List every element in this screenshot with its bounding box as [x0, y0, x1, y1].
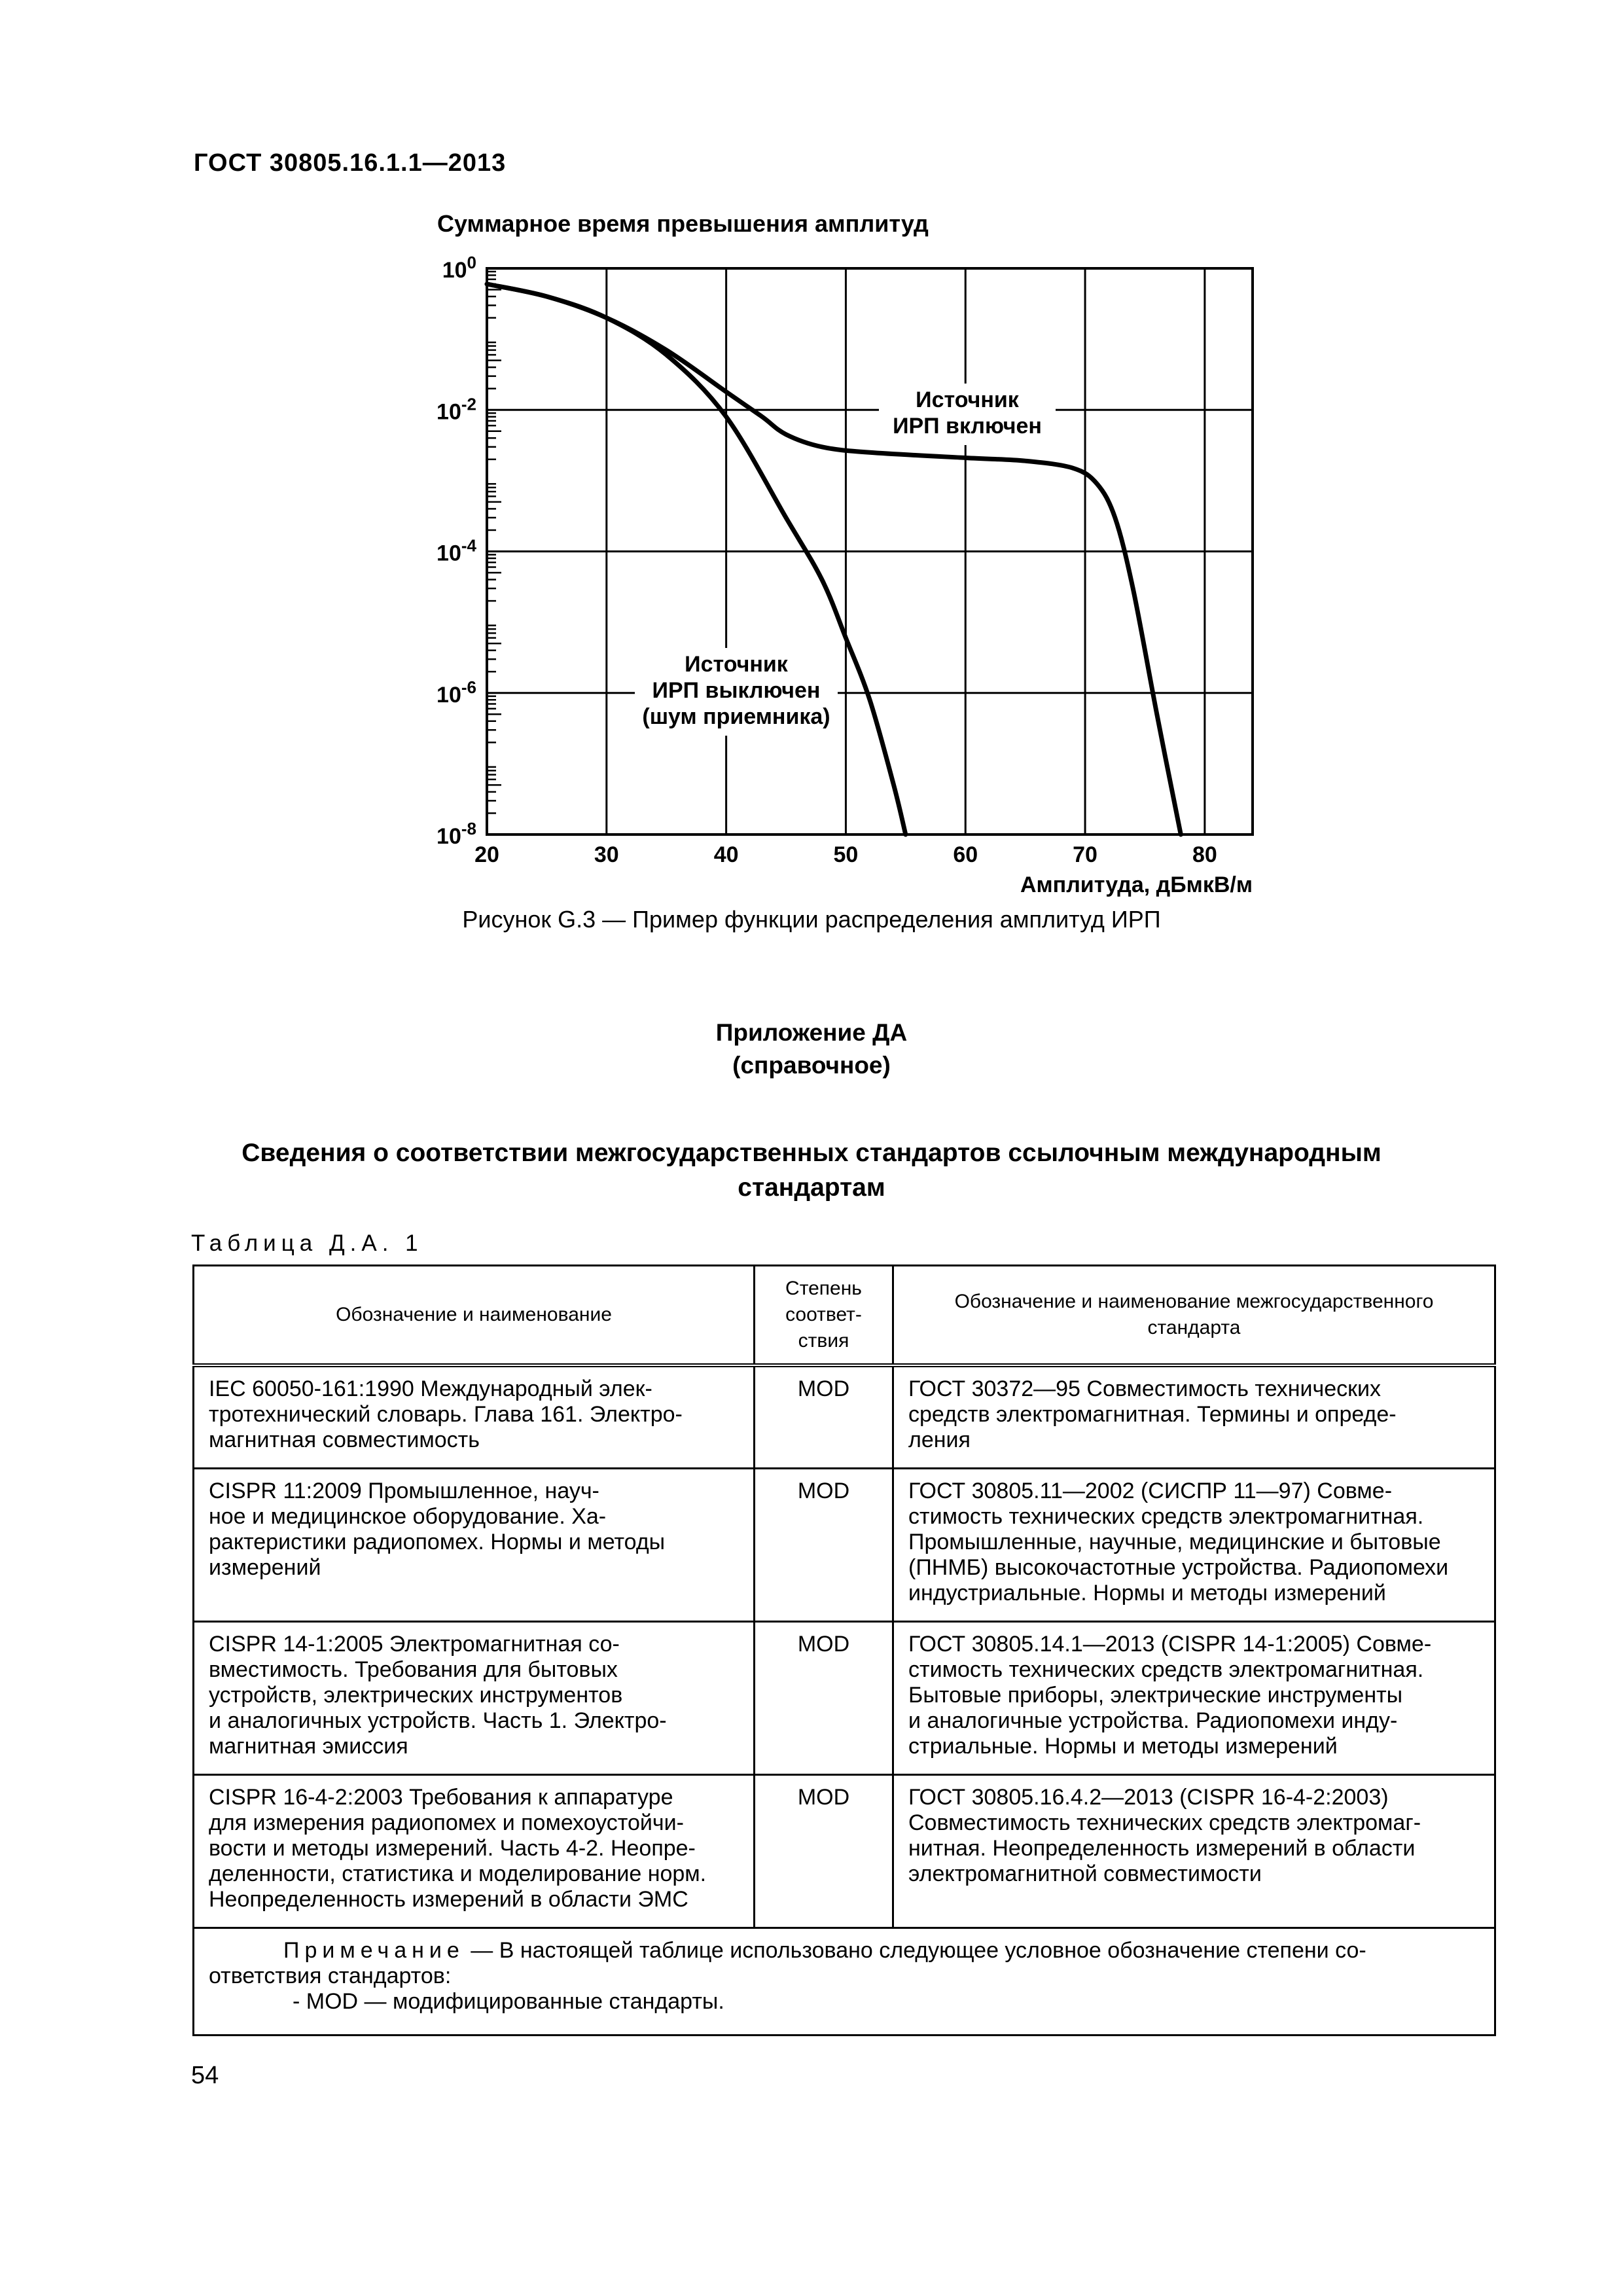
cell-line: устройств, электрических инструментов: [209, 1683, 623, 1708]
cell-line: магнитная эмиссия: [209, 1734, 408, 1759]
y-tick-exponent: -2: [461, 394, 476, 414]
note-line: ответствия стандартов:: [209, 1964, 452, 1988]
section-title: [216, 1136, 1407, 1205]
cell-line: Совместимость технических средств электромаг-: [908, 1810, 1421, 1835]
appendix-heading: [0, 1016, 1623, 1082]
cell-line: стимость технических средств электромагнитная.: [908, 1504, 1424, 1529]
header-degree: [755, 1266, 893, 1366]
y-tick-label: [437, 819, 476, 849]
table-row: [194, 1622, 1495, 1775]
annotation-text: ИРП включен: [893, 414, 1042, 439]
y-tick-label: [442, 253, 476, 283]
header-degree-line: Степень: [785, 1278, 862, 1299]
page-number: 54: [191, 2062, 219, 2089]
cell-line: для измерения радиопомех и помехоустойчи-: [209, 1810, 684, 1835]
chart-series: [487, 284, 1181, 834]
cell-line: деленности, статистика и моделирование норм.: [209, 1861, 707, 1886]
cell-line: CISPR 16-4-2:2003 Требования к аппаратуре: [209, 1785, 673, 1810]
x-axis-label: Амплитуда, дБмкВ/м: [1020, 872, 1253, 897]
x-tick-label: 60: [953, 842, 978, 867]
y-tick-label: [437, 536, 476, 566]
gost-standard-cell: [893, 1622, 1495, 1775]
annotation-text: Источник: [916, 387, 1019, 412]
x-tick-label: 20: [474, 842, 499, 867]
header-gost-line: Обозначение и наименование межгосударственного: [954, 1291, 1434, 1312]
x-tick-label: 70: [1073, 842, 1097, 867]
x-tick-label: 40: [713, 842, 739, 867]
header-degree-line: соответ-: [785, 1304, 862, 1325]
cell-line: магнитная совместимость: [209, 1427, 480, 1452]
table-row: [194, 1775, 1495, 1928]
chart-labels: [437, 210, 1253, 897]
cell-line: индустриальные. Нормы и методы измерений: [908, 1581, 1386, 1605]
gost-standard-cell: [893, 1469, 1495, 1622]
document-header: ГОСТ 30805.16.1.1—2013: [194, 149, 507, 177]
cell-line: стриальные. Нормы и методы измерений: [908, 1734, 1338, 1759]
cell-line: измерений: [209, 1555, 321, 1580]
figure-caption: Рисунок G.3 — Пример функции распределения амплитуд ИРП: [462, 906, 1161, 933]
appendix-subtitle: (справочное): [732, 1052, 891, 1079]
header-intl-standard: Обозначение и наименование: [194, 1266, 755, 1366]
cell-line: ное и медицинское оборудование. Ха-: [209, 1504, 607, 1529]
note-line: [209, 1938, 1480, 1964]
cell-line: рактеристики радиопомех. Нормы и методы: [209, 1530, 666, 1554]
cell-line: тротехнический словарь. Глава 161. Электро-: [209, 1402, 683, 1427]
chart-grid: [487, 268, 1253, 834]
x-tick-label: 30: [594, 842, 619, 867]
cell-line: и аналогичных устройств. Часть 1. Электро-: [209, 1708, 667, 1733]
annotation-text: ИРП выключен: [652, 678, 821, 703]
amplitude-distribution-chart: [0, 0, 1623, 916]
note-line: - MOD — модифицированные стандарты.: [293, 1989, 724, 2014]
table-note: [194, 1928, 1495, 2036]
header-degree-line: ствия: [798, 1330, 849, 1352]
standards-table: [192, 1265, 1496, 2036]
y-tick-exponent: 0: [467, 253, 476, 272]
y-tick-mantissa: 10: [437, 399, 461, 425]
table-header-row: [194, 1266, 1495, 1366]
y-tick-label: [437, 394, 476, 424]
y-tick-mantissa: 10: [437, 824, 461, 849]
intl-standard-cell: [194, 1775, 755, 1928]
degree-cell: MOD: [755, 1469, 893, 1622]
cell-line: ГОСТ 30372—95 Совместимость технических: [908, 1376, 1382, 1401]
table-row: [194, 1365, 1495, 1469]
note-text: — В настоящей таблице использовано следующее условное обозначение степени со-: [464, 1938, 1366, 1963]
chart-minor-ticks: [487, 272, 501, 814]
table-label: Таблица Д.А. 1: [191, 1230, 423, 1256]
gost-standard-cell: [893, 1365, 1495, 1469]
y-tick-mantissa: 10: [442, 258, 467, 283]
annotation-text: (шум приемника): [642, 704, 830, 729]
gost-standard-cell: [893, 1775, 1495, 1928]
section-title-line: стандартам: [738, 1174, 885, 1202]
cell-line: электромагнитной совместимости: [908, 1861, 1262, 1886]
cell-line: Неопределенность измерений в области ЭМС: [209, 1887, 688, 1912]
intl-standard-cell: [194, 1469, 755, 1622]
y-tick-exponent: -4: [461, 535, 476, 556]
y-tick-exponent: -8: [461, 819, 476, 838]
cell-line: ГОСТ 30805.16.4.2—2013 (CISPR 16-4-2:2003): [908, 1785, 1389, 1810]
chart-title: Суммарное время превышения амплитуд: [437, 210, 929, 237]
x-tick-label: 80: [1192, 842, 1217, 867]
cell-line: ГОСТ 30805.14.1—2013 (CISPR 14-1:2005) Совме-: [908, 1632, 1432, 1657]
table-note-row: [194, 1928, 1495, 2036]
y-tick-mantissa: 10: [437, 682, 461, 708]
intl-standard-cell: [194, 1622, 755, 1775]
cell-line: Бытовые приборы, электрические инструменты: [908, 1683, 1403, 1708]
section-title-line: Сведения о соответствии межгосударственных стандартов ссылочным международным: [241, 1139, 1382, 1167]
y-tick-mantissa: 10: [437, 541, 461, 566]
degree-cell: MOD: [755, 1622, 893, 1775]
cell-line: IEC 60050-161:1990 Международный элек-: [209, 1376, 652, 1401]
header-gost-standard: [893, 1266, 1495, 1366]
cell-line: и аналогичные устройства. Радиопомехи инду-: [908, 1708, 1398, 1733]
cell-line: вместимость. Требования для бытовых: [209, 1657, 618, 1682]
x-tick-label: 50: [833, 842, 859, 867]
header-gost-line: стандарта: [1147, 1317, 1241, 1338]
y-tick-exponent: -6: [461, 677, 476, 697]
y-tick-label: [437, 677, 476, 708]
cell-line: CISPR 14-1:2005 Электромагнитная со-: [209, 1632, 620, 1657]
cell-line: CISPR 11:2009 Промышленное, науч-: [209, 1479, 599, 1503]
cell-line: ления: [908, 1427, 971, 1452]
table-row: [194, 1469, 1495, 1622]
degree-cell: MOD: [755, 1365, 893, 1469]
note-heading: Примечание: [283, 1938, 465, 1963]
cell-line: Промышленные, научные, медицинские и бытовые: [908, 1530, 1441, 1554]
cell-line: ГОСТ 30805.11—2002 (СИСПР 11—97) Совме-: [908, 1479, 1393, 1503]
cell-line: (ПНМБ) высокочастотные устройства. Радиопомехи: [908, 1555, 1449, 1580]
cell-line: вости и методы измерений. Часть 4-2. Неопре-: [209, 1836, 696, 1861]
cell-line: стимость технических средств электромагнитная.: [908, 1657, 1424, 1682]
series-line-source-off: [487, 284, 906, 834]
cell-line: средств электромагнитная. Термины и опреде-: [908, 1402, 1397, 1427]
series-line-source-on: [487, 284, 1181, 834]
annotation-text: Источник: [685, 652, 788, 677]
intl-standard-cell: [194, 1365, 755, 1469]
appendix-title: Приложение ДА: [715, 1019, 908, 1046]
degree-cell: MOD: [755, 1775, 893, 1928]
cell-line: нитная. Неопределенность измерений в области: [908, 1836, 1416, 1861]
